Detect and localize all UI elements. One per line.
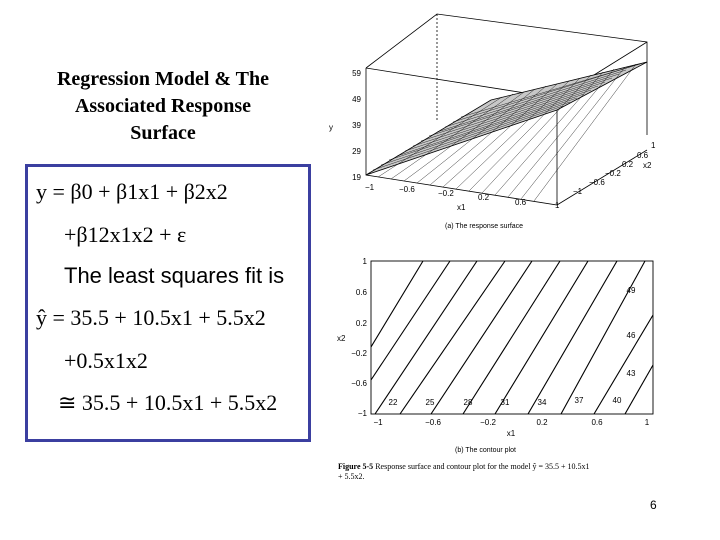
contour-x-label: x1	[506, 429, 516, 438]
surface-y-tick: 49	[352, 95, 361, 104]
contour-plot	[335, 255, 665, 445]
contour-x-tick: 0.2	[536, 418, 548, 427]
contour-level-label: 46	[626, 331, 636, 340]
model-equation-line-2: +β12x1x2 + ε	[64, 222, 187, 247]
surface-x2-tick: −0.6	[589, 178, 605, 187]
figure-caption-text-line-2: + 5.5x2.	[338, 472, 365, 481]
fit-intro-text: The least squares fit is	[64, 263, 285, 288]
contour-x-tick: −1	[373, 418, 383, 427]
surface-y-tick: 19	[352, 173, 361, 182]
contour-x-tick: −0.2	[480, 418, 496, 427]
surface-x1-label: x1	[457, 203, 466, 212]
fit-equation-line-1: ŷ = 35.5 + 10.5x1 + 5.5x2	[36, 305, 266, 330]
title-line-3: Surface	[130, 122, 196, 144]
surface-x2-tick: −0.2	[605, 169, 621, 178]
contour-y-tick: −1	[357, 409, 367, 418]
contour-level-label: 43	[626, 369, 636, 378]
surface-x1-tick: −0.2	[438, 189, 454, 198]
contour-y-tick: −0.6	[351, 379, 367, 388]
contour-y-tick: 0.2	[355, 319, 367, 328]
surface-x1-tick: 0.6	[515, 198, 527, 207]
contour-level-label: 40	[612, 396, 622, 405]
figure-caption	[338, 462, 668, 482]
model-equation-line-1: y = β0 + β1x1 + β2x2	[36, 179, 228, 204]
surface-x1-tick: 1	[555, 201, 560, 210]
fit-equation-line-3: ≅ 35.5 + 10.5x1 + 5.5x2	[58, 390, 278, 415]
surface-x2-label: x2	[643, 161, 652, 170]
contour-x-tick: −0.6	[425, 418, 441, 427]
surface-x2-tick: 1	[651, 141, 656, 150]
surface-x1-tick: 0.2	[478, 193, 490, 202]
contour-level-label: 34	[537, 398, 547, 407]
figure-caption-label: Figure 5-5	[338, 462, 374, 471]
slide-title	[18, 66, 308, 147]
surface-x2-tick: 0.6	[637, 151, 649, 160]
contour-x-tick: 1	[644, 418, 650, 427]
contour-y-tick: 1	[362, 257, 367, 266]
contour-level-label: 22	[388, 398, 398, 407]
contour-level-label: 25	[425, 398, 435, 407]
contour-level-label: 28	[463, 398, 473, 407]
title-line-1: Regression Model & The	[56, 68, 270, 90]
page-number: 6	[650, 498, 657, 512]
contour-caption: (b) The contour plot	[455, 447, 516, 454]
contour-y-label: x2	[337, 334, 346, 343]
contour-level-label: 37	[574, 396, 584, 405]
surface-x1-tick: −0.6	[399, 185, 415, 194]
response-surface-plot	[325, 10, 670, 235]
contour-x-tick: 0.6	[591, 418, 603, 427]
figure-caption-text: Response surface and contour plot for the model ŷ = 35.5 + 10.5x1	[375, 462, 590, 471]
surface-y-tick: 29	[352, 147, 361, 156]
surface-x2-tick: 0.2	[622, 160, 634, 169]
contour-level-label: 49	[626, 286, 636, 295]
surface-x2-tick: −1	[573, 187, 583, 196]
contour-y-tick: −0.2	[351, 349, 367, 358]
contour-level-label: 31	[500, 398, 510, 407]
surface-y-tick: 59	[352, 69, 361, 78]
surface-y-tick: 39	[352, 121, 361, 130]
surface-x1-tick: −1	[365, 183, 375, 192]
surface-caption: (a) The response surface	[445, 223, 524, 230]
fit-equation-line-2: +0.5x1x2	[64, 348, 148, 373]
equation-box	[25, 164, 311, 442]
surface-y-axis-label: y	[329, 123, 333, 132]
title-line-2: Associated Response	[74, 95, 252, 117]
contour-y-tick: 0.6	[355, 288, 367, 297]
